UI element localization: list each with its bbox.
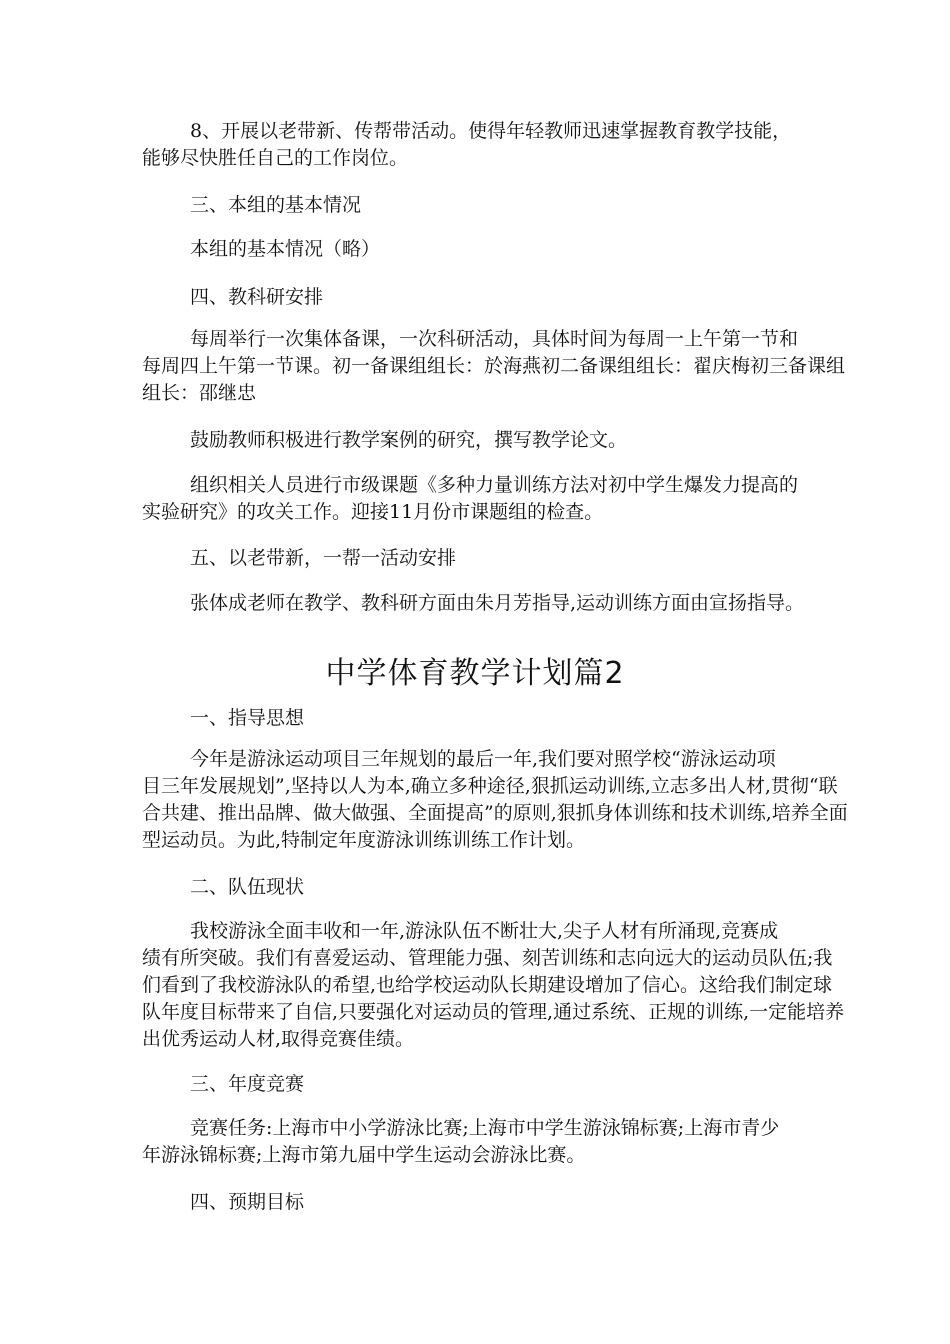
paragraph-first-line: 竞赛任务:上海市中小学游泳比赛;上海市中学生游泳锦标赛;上海市青少 xyxy=(190,1117,780,1139)
paragraph-continuation: 目三年发展规划”,坚持以人为本,确立多种途径,狠抓运动训练,立志多出人材,贯彻“联合共建、推出品牌、做大做强、全面提高”的原则,狠抓身体训练和技术训练,培养全面型运动员。为此,特制定年度游泳训练训练工作计划。 xyxy=(142,775,848,851)
paragraph-guiding-thought xyxy=(142,746,850,854)
paragraph-encourage-teachers: 鼓励教师积极进行教学案例的研究，撰写教学论文。 xyxy=(190,429,628,451)
section-heading-guiding-thought: 一、指导思想 xyxy=(190,707,305,729)
paragraph-research-project xyxy=(142,472,850,526)
paragraph-mentoring: 张体成老师在教学、教科研方面由朱月芳指导,运动训练方面由宣扬指导。 xyxy=(190,592,805,614)
paragraph-first-line: 8、开展以老带新、传帮带活动。使得年轻教师迅速掌握教育教学技能， xyxy=(190,120,792,142)
paragraph-first-line: 组织相关人员进行市级课题《多种力量训练方法对初中学生爆发力提高的 xyxy=(190,474,799,496)
section-heading-annual-competition: 三、年度竞赛 xyxy=(190,1073,305,1095)
paragraph-team-status xyxy=(142,918,850,1053)
page-title: 中学体育教学计划篇2 xyxy=(325,656,625,692)
paragraph-annual-competition xyxy=(142,1115,850,1169)
paragraph-continuation: 绩有所突破。我们有喜爱运动、管理能力强、刻苦训练和志向远大的运动员队伍;我们看到了我校游泳队的希望,也给学校运动队长期建设增加了信心。这给我们制定球队年度目标带来了自信,只要强化对运动员的管理,通过系统、正规的训练,一定能培养出优秀运动人材,取得竞赛佳绩。 xyxy=(142,947,845,1050)
paragraph-first-line: 我校游泳全面丰收和一年,游泳队伍不断壮大,尖子人材有所涌现,竞赛成 xyxy=(190,920,779,942)
section-heading-expected-goals: 四、预期目标 xyxy=(190,1191,305,1213)
section-heading-5: 五、以老带新，一帮一活动安排 xyxy=(190,547,457,569)
paragraph-item-8 xyxy=(142,118,850,172)
paragraph-first-line: 每周举行一次集体备课，一次科研活动，具体时间为每周一上午第一节和 xyxy=(190,328,799,350)
paragraph-continuation: 年游泳锦标赛;上海市第九届中学生运动会游泳比赛。 xyxy=(142,1144,586,1166)
paragraph-continuation: 实验研究》的攻关工作。迎接11月份市课题组的检查。 xyxy=(142,501,604,523)
paragraph-first-line: 今年是游泳运动项目三年规划的最后一年,我们要对照学校“游泳运动项 xyxy=(190,748,776,770)
section-heading-3: 三、本组的基本情况 xyxy=(190,194,362,216)
paragraph-continuation: 每周四上午第一节课。初一备课组组长：於海燕初二备课组组长：翟庆梅初三备课组组长：邵继忠 xyxy=(142,355,846,404)
paragraph-continuation: 能够尽快胜任自己的工作岗位。 xyxy=(142,147,409,169)
paragraph-basic-info: 本组的基本情况（略） xyxy=(190,238,381,260)
section-heading-4: 四、教科研安排 xyxy=(190,286,324,308)
paragraph-research-schedule xyxy=(142,326,850,407)
section-heading-team-status: 二、队伍现状 xyxy=(190,876,305,898)
